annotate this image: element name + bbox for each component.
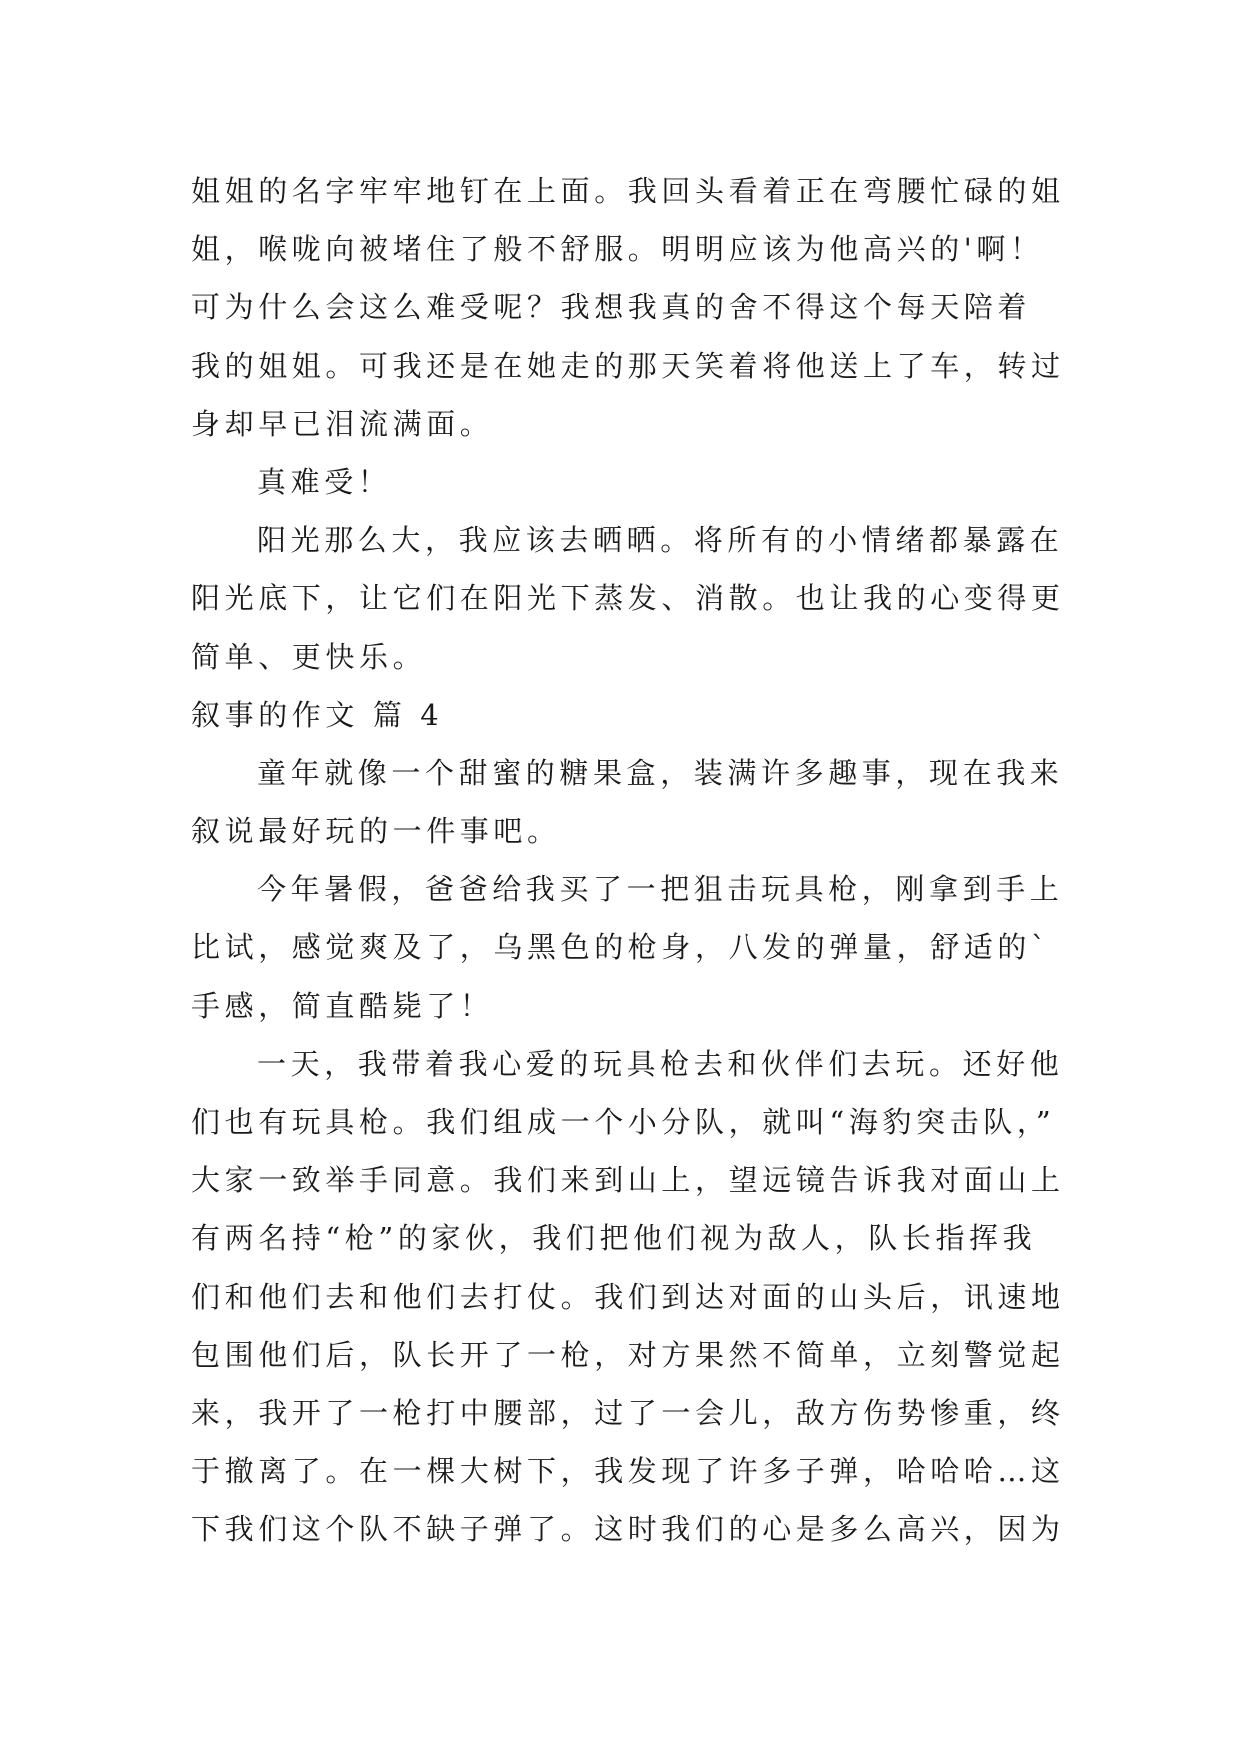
text-line: 包围他们后，队长开了一枪，对方果然不简单，立刻警觉起: [191, 1337, 1065, 1372]
text-line: 今年暑假，爸爸给我买了一把狙击玩具枪，刚拿到手上: [257, 872, 1064, 907]
text-line: 阳光那么大，我应该去晒晒。将所有的小情绪都暴露在: [257, 523, 1064, 558]
text-line: 姐姐的名字牢牢地钉在上面。我回头看着正在弯腰忙碌的姐: [191, 174, 1065, 208]
text-line: 下我们这个队不缺子弹了。这时我们的心是多么高兴，因为: [191, 1512, 1065, 1547]
text-line: 于撤离了。在一棵大树下，我发现了许多子弹，哈哈哈…这: [191, 1454, 1065, 1489]
section-heading: 叙事的作文 篇 4: [191, 697, 444, 732]
text-line: 身却早已泪流满面。: [191, 406, 494, 441]
text-line: 真难受！: [257, 464, 392, 499]
text-line: 阳光底下，让它们在阳光下蒸发、消散。也让我的心变得更: [191, 581, 1065, 616]
text-line: 简单、更快乐。: [191, 639, 427, 674]
text-line: 们也有玩具枪。我们组成一个小分队，就叫“海豹突击队，”: [191, 1105, 1056, 1139]
text-line: 可为什么会这么难受呢？我想我真的舍不得这个每天陪着: [191, 290, 1032, 325]
text-line: 大家一致举手同意。我们来到山上，望远镜告诉我对面山上: [191, 1163, 1065, 1198]
text-line: 来，我开了一枪打中腰部，过了一会儿，敌方伤势惨重，终: [191, 1395, 1065, 1430]
text-line: 童年就像一个甜蜜的糖果盒，装满许多趣事，现在我来: [257, 755, 1064, 790]
text-line: 有两名持“枪”的家伙，我们把他们视为敌人，队长指挥我: [191, 1221, 1037, 1256]
text-line: 手感，简直酷毙了！: [191, 988, 494, 1023]
text-line: 比试，感觉爽及了，乌黑色的枪身，八发的弹量，舒适的`: [191, 930, 1051, 965]
text-line: 姐，喉咙向被堵住了般不舒服。明明应该为他高兴的'啊！: [191, 232, 1044, 267]
text-line: 我的姐姐。可我还是在她走的那天笑着将他送上了车，转过: [191, 348, 1065, 383]
text-line: 叙说最好玩的一件事吧。: [191, 814, 561, 849]
text-line: 们和他们去和他们去打仗。我们到达对面的山头后，讯速地: [191, 1279, 1065, 1314]
text-line: 一天，我带着我心爱的玩具枪去和伙伴们去玩。还好他: [257, 1046, 1064, 1081]
document-body: [191, 162, 1065, 1559]
